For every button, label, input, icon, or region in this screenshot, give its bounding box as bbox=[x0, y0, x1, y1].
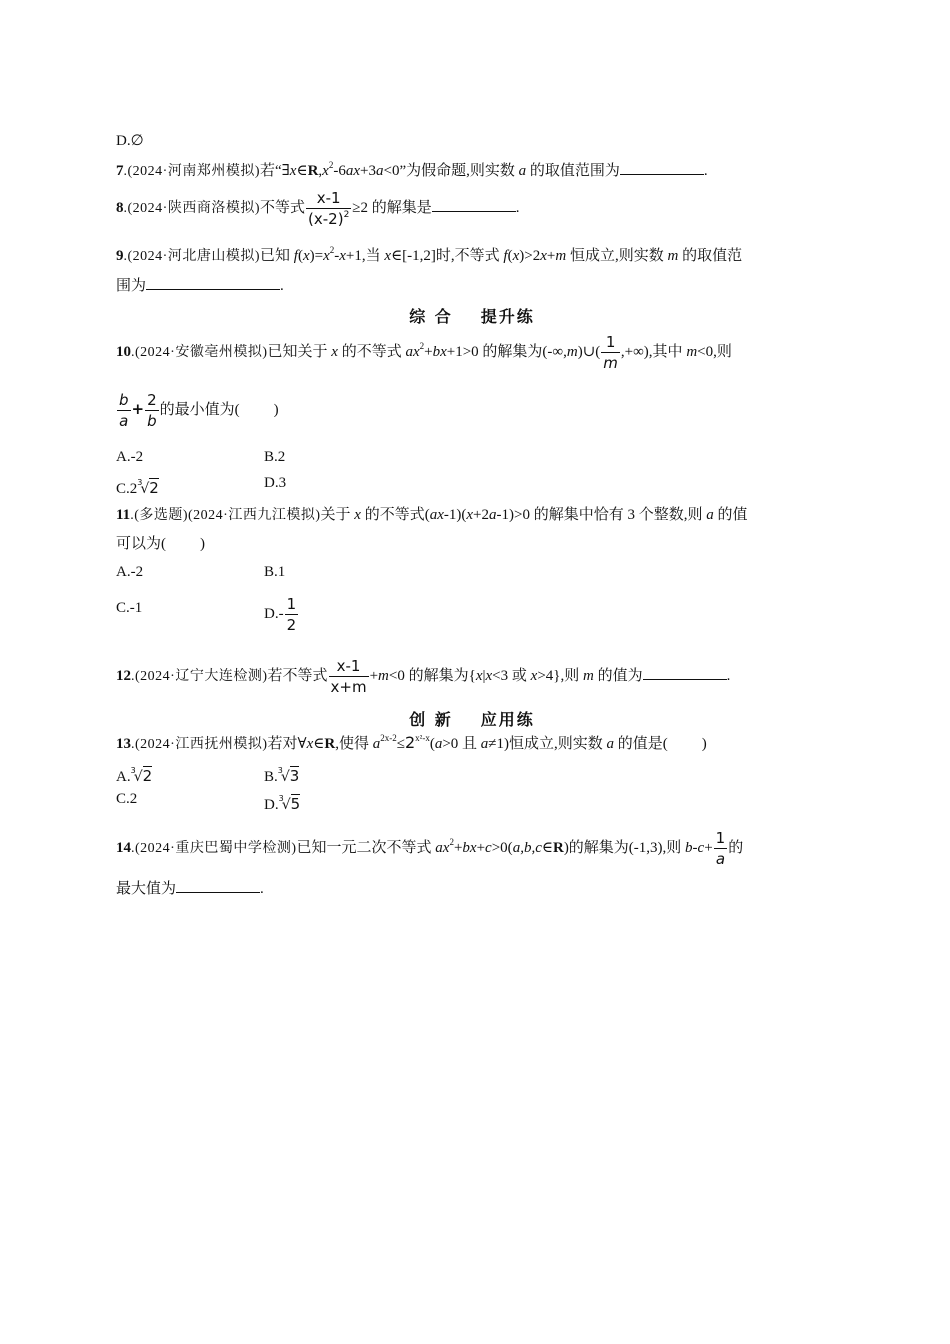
option-d[interactable]: D.- $\frac{1}{2}$ bbox=[264, 595, 297, 634]
question-source: .(多选题)(2024·江西九江模拟) bbox=[130, 508, 321, 523]
option-c[interactable]: C.-1 bbox=[116, 600, 143, 616]
question-number: 12 bbox=[116, 667, 131, 684]
question-11: 11.(多选题)(2024·江西九江模拟)关于 x 的不等式(ax-1)(x+2a-1)>0 的解集中恰有 3 个整数,则 a 的值 bbox=[116, 507, 748, 523]
question-13: 13.(2024·江西抚州模拟)若对∀x∈R,使得 $a^{2x-2}\le 2^{x^2-x}(a>0$ 且 a≠1)恒成立,则实数 a 的值是( ) bbox=[116, 733, 707, 752]
root-sign: $^3$√5 bbox=[278, 794, 301, 813]
question-source: .(2024·江西抚州模拟) bbox=[131, 737, 268, 752]
question-number: 9 bbox=[116, 248, 124, 264]
question-10: 10.(2024·安徽亳州模拟)已知关于 x 的不等式 $ax^2+bx+1>0$ 的解集为(-∞,m)∪( $\frac{1}{m}$ ,+∞),其中 m<0,则 bbox=[116, 333, 732, 372]
option-b[interactable]: B.2 bbox=[264, 449, 286, 465]
answer-blank[interactable] bbox=[146, 275, 280, 290]
question-14: 14.(2024·重庆巴蜀中学检测)已知一元二次不等式 $ax^2+bx+c>0(a,b,c\in R)$的解集为(-1,3),则 b-c+ $\frac{1}{a}$ 的 bbox=[116, 829, 744, 868]
option-d[interactable]: D.$^3$√5 bbox=[264, 794, 301, 813]
answer-blank[interactable] bbox=[176, 878, 260, 893]
root-sign: $^3$√3 bbox=[277, 766, 300, 785]
fraction: $\frac{1}{a}$ bbox=[715, 829, 726, 868]
question-source: .(2024·重庆巴蜀中学检测) bbox=[131, 840, 297, 856]
section-heading-comprehensive: 综 合 提升练 bbox=[409, 307, 535, 326]
question-source: .(2024·辽宁大连检测) bbox=[131, 668, 268, 684]
option-b[interactable]: B.$^3$√3 bbox=[264, 766, 300, 785]
question-12: 12.(2024·辽宁大连检测)若不等式 $\frac{x-1}{x+m}$ +m<0 的解集为{x|x<3 或 x>4},则 m 的值为 . bbox=[116, 657, 731, 696]
question-source: .(2024·安徽亳州模拟) bbox=[131, 344, 268, 360]
fraction: $\frac{x-1}{x+m}$ bbox=[330, 657, 367, 696]
option-d-empty-set: D.∅ bbox=[116, 133, 144, 149]
option-a[interactable]: A.-2 bbox=[116, 564, 144, 580]
answer-blank[interactable] bbox=[432, 197, 516, 212]
question-7: 7.(2024·河南郑州模拟)若“$\exists x\in R,x^2-6ax+3a<0$”为假命题,则实数 a 的取值范围为 . bbox=[116, 160, 708, 179]
fraction: $\frac{b}{a}$ bbox=[119, 391, 129, 430]
option-b[interactable]: B.1 bbox=[264, 564, 286, 580]
question-11-line-2: 可以为( ) bbox=[116, 536, 205, 552]
fraction: $\frac{x-1}{(x-2)^2}$ bbox=[308, 189, 350, 228]
option-c[interactable]: C.2 bbox=[116, 791, 138, 807]
question-source: .(2024·河北唐山模拟) bbox=[123, 249, 260, 264]
root-sign: $^3$√2 bbox=[130, 766, 153, 785]
question-source: .(2024·河南郑州模拟) bbox=[123, 164, 260, 179]
option-a[interactable]: A.-2 bbox=[116, 449, 144, 465]
question-number: 8 bbox=[116, 199, 124, 216]
fraction: $\frac{1}{2}$ bbox=[286, 595, 297, 634]
root-sign: $^3$√2 bbox=[137, 478, 159, 497]
question-9: 9.(2024·河北唐山模拟)已知 $f(x)=x^2-x+1$,当 x∈[-1,2]时,不等式 f(x)>2x+m 恒成立,则实数 m 的取值范 bbox=[116, 245, 743, 264]
question-source: .(2024·陕西商洛模拟) bbox=[123, 200, 260, 216]
question-number: 14 bbox=[116, 839, 131, 856]
question-10-line-2: $\frac{b}{a}$ + $\frac{2}{b}$ 的最小值为( ) bbox=[119, 391, 279, 430]
answer-blank[interactable] bbox=[643, 665, 727, 680]
fraction: $\frac{2}{b}$ bbox=[147, 391, 157, 430]
question-number: 13 bbox=[116, 736, 131, 752]
section-heading-innovation: 创 新 应用练 bbox=[409, 710, 535, 729]
question-9-line-2: 围为 . bbox=[116, 275, 284, 296]
question-number: 11 bbox=[116, 507, 131, 523]
question-8: 8.(2024·陕西商洛模拟)不等式 $\frac{x-1}{(x-2)^2}$ ≥2 的解集是 . bbox=[116, 189, 520, 228]
option-d[interactable]: D.3 bbox=[264, 475, 287, 491]
answer-blank[interactable] bbox=[620, 160, 704, 175]
option-c[interactable]: $C.2^3√2$ bbox=[116, 478, 159, 497]
option-a[interactable]: A.$^3$√2 bbox=[116, 766, 153, 785]
question-14-line-2: 最大值为 . bbox=[116, 878, 264, 899]
question-number: 7 bbox=[116, 163, 124, 179]
question-number: 10 bbox=[116, 343, 131, 360]
fraction: $\frac{1}{m}$ bbox=[603, 333, 618, 372]
